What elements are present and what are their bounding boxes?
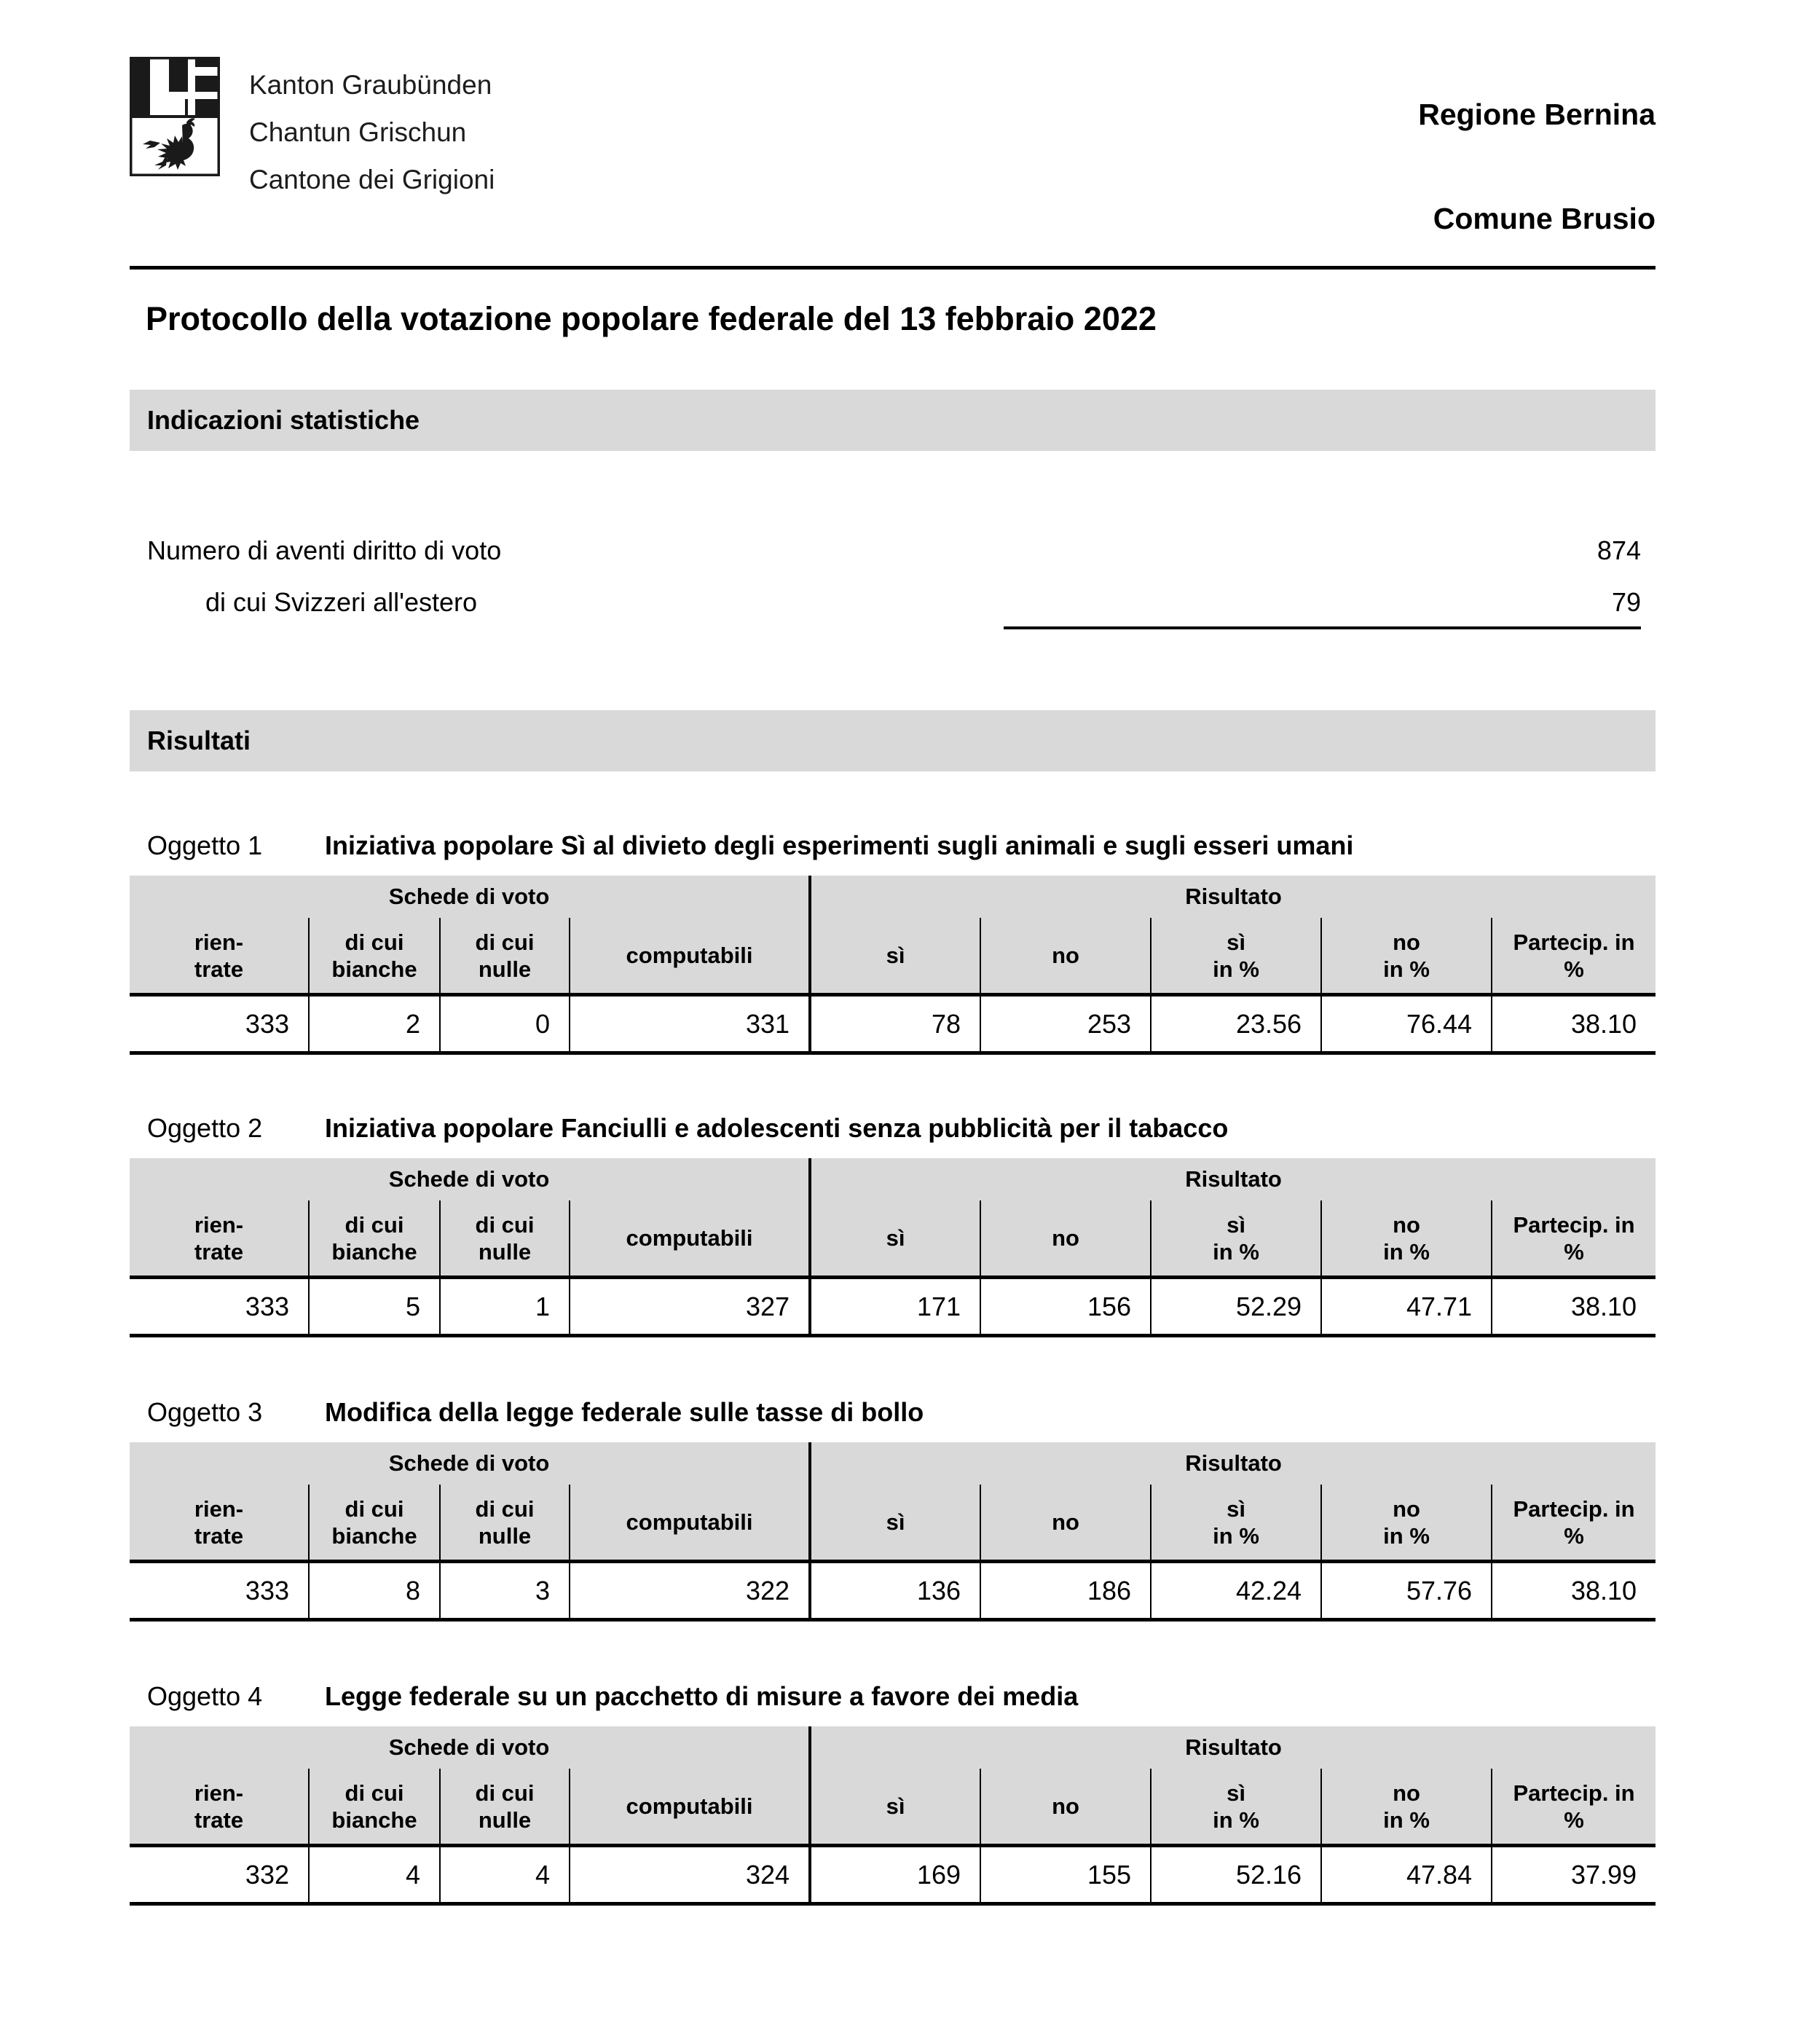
column-header-nulle: di cui nulle — [440, 1769, 570, 1846]
column-header-si: sì — [810, 918, 980, 995]
column-header-partecipazione: Partecip. in % — [1492, 1485, 1656, 1562]
cell-no: 155 — [980, 1846, 1151, 1904]
column-header-computabili: computabili — [570, 1769, 810, 1846]
group-header-ballots: Schede di voto — [130, 876, 810, 918]
table-row — [130, 995, 1656, 1053]
column-header-no: no — [980, 1200, 1151, 1278]
statistic-value: 874 — [1597, 535, 1641, 565]
column-header-computabili: computabili — [570, 918, 810, 995]
object-title: Modifica della legge federale sulle tasse di bollo — [325, 1397, 924, 1427]
section-banner-results — [130, 710, 1656, 771]
cell-rientrate: 333 — [130, 1278, 309, 1336]
table-column-header-row — [130, 1769, 1656, 1846]
object-heading — [130, 1667, 1656, 1726]
cell-computabili: 327 — [570, 1278, 810, 1336]
region-municipality-block — [1418, 57, 1656, 271]
cell-partecipazione: 38.10 — [1492, 1562, 1656, 1620]
column-header-nulle: di cui nulle — [440, 1200, 570, 1278]
object-title: Iniziativa popolare Sì al divieto degli esperimenti sugli animali e sugli esseri umani — [325, 830, 1354, 860]
cell-no-percent: 47.71 — [1321, 1278, 1492, 1336]
group-header-result: Risultato — [810, 1726, 1656, 1769]
statistic-value: 79 — [1611, 587, 1641, 617]
section-banner-statistics — [130, 390, 1656, 451]
column-header-no: no — [980, 1485, 1151, 1562]
group-header-ballots: Schede di voto — [130, 1158, 810, 1200]
group-header-result: Risultato — [810, 876, 1656, 918]
column-header-bianche: di cui bianche — [309, 1485, 440, 1562]
table-group-header-row — [130, 1726, 1656, 1769]
column-header-si-percent: sì in % — [1151, 1200, 1321, 1278]
cell-rientrate: 332 — [130, 1846, 309, 1904]
object-block-3 — [130, 1383, 1656, 1622]
cell-no-percent: 76.44 — [1321, 995, 1492, 1053]
table-column-header-row — [130, 1485, 1656, 1562]
canton-identity — [130, 57, 495, 203]
column-header-si: sì — [810, 1769, 980, 1846]
table-group-header-row — [130, 876, 1656, 918]
cell-no-percent: 47.84 — [1321, 1846, 1492, 1904]
canton-name-it: Cantone dei Grigioni — [249, 165, 495, 194]
cell-bianche: 8 — [309, 1562, 440, 1620]
page-title: Protocollo della votazione popolare federale del 13 febbraio 2022 — [146, 300, 1157, 337]
group-header-result: Risultato — [810, 1442, 1656, 1485]
cell-si-percent: 52.16 — [1151, 1846, 1321, 1904]
cell-rientrate: 333 — [130, 995, 309, 1053]
cell-si: 136 — [810, 1562, 980, 1620]
section-banner-results-label: Risultati — [147, 726, 251, 755]
column-header-si-percent: sì in % — [1151, 1769, 1321, 1846]
column-header-si-percent: sì in % — [1151, 918, 1321, 995]
cell-si: 78 — [810, 995, 980, 1053]
column-header-partecipazione: Partecip. in % — [1492, 918, 1656, 995]
object-number: Oggetto 2 — [147, 1113, 263, 1143]
table-row — [130, 1846, 1656, 1904]
results-table — [130, 1442, 1656, 1622]
graubunden-coat-of-arms-icon — [130, 57, 220, 176]
cell-si-percent: 52.29 — [1151, 1278, 1321, 1336]
cell-nulle: 0 — [440, 995, 570, 1053]
cell-partecipazione: 37.99 — [1492, 1846, 1656, 1904]
column-header-rientrate: rien- trate — [130, 1769, 309, 1846]
column-header-no: no — [980, 1769, 1151, 1846]
object-number: Oggetto 3 — [147, 1397, 263, 1427]
table-row — [130, 1278, 1656, 1336]
cell-no: 186 — [980, 1562, 1151, 1620]
cell-partecipazione: 38.10 — [1492, 1278, 1656, 1336]
object-heading — [130, 816, 1656, 876]
column-header-nulle: di cui nulle — [440, 918, 570, 995]
cell-computabili: 324 — [570, 1846, 810, 1904]
column-header-si-percent: sì in % — [1151, 1485, 1321, 1562]
object-block-2 — [130, 1098, 1656, 1337]
canton-name-rm: Chantun Grischun — [249, 117, 467, 147]
cell-rientrate: 333 — [130, 1562, 309, 1620]
statistics-block — [130, 524, 1656, 628]
column-header-no-percent: no in % — [1321, 1769, 1492, 1846]
object-number: Oggetto 4 — [147, 1681, 263, 1711]
table-row — [130, 1562, 1656, 1620]
column-header-no-percent: no in % — [1321, 1200, 1492, 1278]
object-heading — [130, 1098, 1656, 1158]
column-header-si: sì — [810, 1200, 980, 1278]
column-header-bianche: di cui bianche — [309, 1769, 440, 1846]
results-table — [130, 1726, 1656, 1906]
column-header-computabili: computabili — [570, 1200, 810, 1278]
statistic-label: di cui Svizzeri all'estero — [205, 587, 478, 617]
table-column-header-row — [130, 918, 1656, 995]
cell-si-percent: 42.24 — [1151, 1562, 1321, 1620]
cell-no-percent: 57.76 — [1321, 1562, 1492, 1620]
column-header-rientrate: rien- trate — [130, 918, 309, 995]
cell-si: 171 — [810, 1278, 980, 1336]
cell-partecipazione: 38.10 — [1492, 995, 1656, 1053]
object-block-4 — [130, 1667, 1656, 1906]
results-table — [130, 876, 1656, 1055]
table-column-header-row — [130, 1200, 1656, 1278]
column-header-bianche: di cui bianche — [309, 1200, 440, 1278]
statistic-row — [130, 524, 1656, 576]
group-header-ballots: Schede di voto — [130, 1726, 810, 1769]
results-table — [130, 1158, 1656, 1337]
group-header-ballots: Schede di voto — [130, 1442, 810, 1485]
group-header-result: Risultato — [810, 1158, 1656, 1200]
cell-bianche: 2 — [309, 995, 440, 1053]
cell-bianche: 5 — [309, 1278, 440, 1336]
statistic-row — [130, 576, 1656, 628]
cell-nulle: 3 — [440, 1562, 570, 1620]
cell-no: 253 — [980, 995, 1151, 1053]
column-header-no: no — [980, 918, 1151, 995]
column-header-bianche: di cui bianche — [309, 918, 440, 995]
table-group-header-row — [130, 1442, 1656, 1485]
cell-si: 169 — [810, 1846, 980, 1904]
cell-bianche: 4 — [309, 1846, 440, 1904]
cell-no: 156 — [980, 1278, 1151, 1336]
object-block-1 — [130, 816, 1656, 1055]
cell-nulle: 1 — [440, 1278, 570, 1336]
letterhead — [130, 57, 1656, 271]
column-header-si: sì — [810, 1485, 980, 1562]
column-header-partecipazione: Partecip. in % — [1492, 1769, 1656, 1846]
cell-computabili: 331 — [570, 995, 810, 1053]
cell-nulle: 4 — [440, 1846, 570, 1904]
column-header-no-percent: no in % — [1321, 1485, 1492, 1562]
header-divider — [130, 266, 1656, 270]
cell-computabili: 322 — [570, 1562, 810, 1620]
canton-name-de: Kanton Graubünden — [249, 70, 492, 100]
statistics-total-rule — [1004, 626, 1641, 629]
column-header-nulle: di cui nulle — [440, 1485, 570, 1562]
region-name: Regione Bernina — [1418, 98, 1656, 131]
municipality-name: Comune Brusio — [1433, 202, 1656, 235]
object-number: Oggetto 1 — [147, 830, 263, 860]
object-title: Legge federale su un pacchetto di misure a favore dei media — [325, 1681, 1079, 1711]
statistic-label: Numero di aventi diritto di voto — [147, 535, 502, 565]
section-banner-statistics-label: Indicazioni statistiche — [147, 405, 420, 435]
column-header-partecipazione: Partecip. in % — [1492, 1200, 1656, 1278]
column-header-rientrate: rien- trate — [130, 1200, 309, 1278]
object-title: Iniziativa popolare Fanciulli e adolescenti senza pubblicità per il tabacco — [325, 1113, 1229, 1143]
cell-si-percent: 23.56 — [1151, 995, 1321, 1053]
object-heading — [130, 1383, 1656, 1442]
column-header-no-percent: no in % — [1321, 918, 1492, 995]
column-header-computabili: computabili — [570, 1485, 810, 1562]
table-group-header-row — [130, 1158, 1656, 1200]
canton-name-block — [249, 57, 495, 203]
column-header-rientrate: rien- trate — [130, 1485, 309, 1562]
